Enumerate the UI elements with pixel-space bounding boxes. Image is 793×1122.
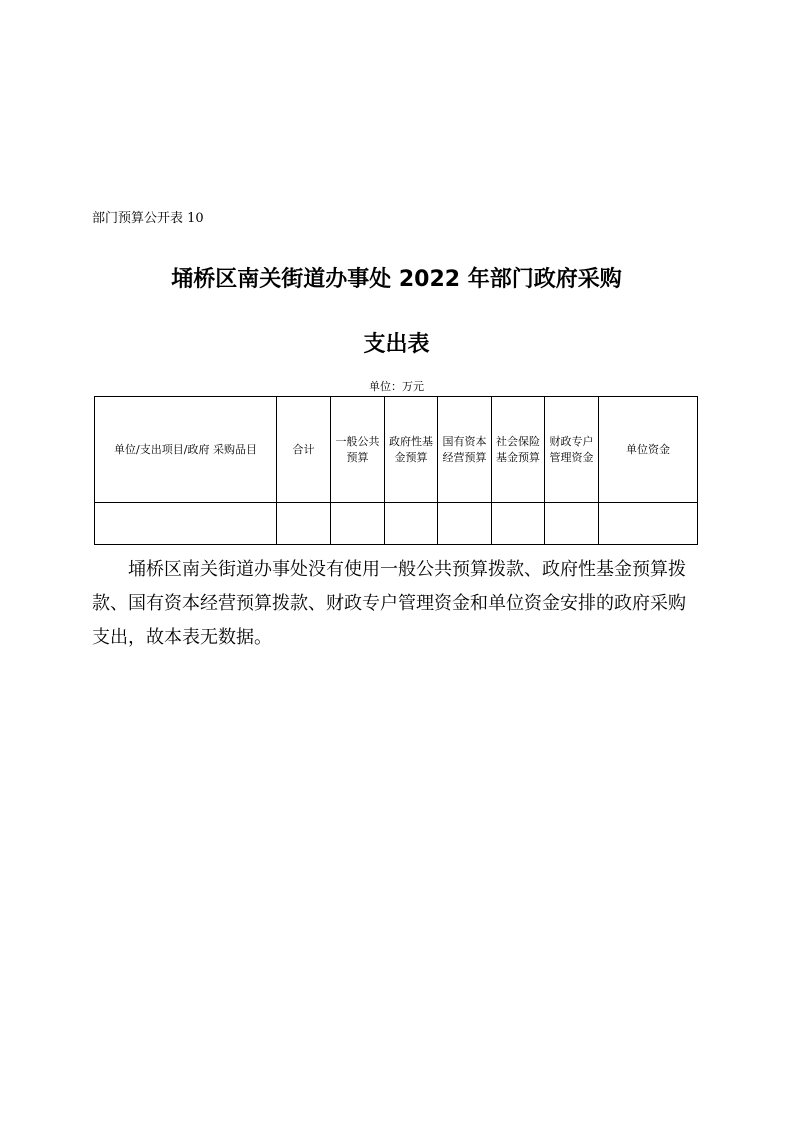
page-label: 部门预算公开表 10 — [92, 211, 204, 226]
table-cell — [438, 503, 492, 545]
column-header-item: 单位/支出项目/政府 采购品目 — [95, 397, 277, 503]
table-cell — [492, 503, 545, 545]
table-cell — [545, 503, 599, 545]
table-row — [95, 503, 698, 545]
unit-label: 单位：万元 — [369, 380, 424, 393]
column-header-fiscal-special-account: 财政专户管理资金 — [545, 397, 599, 503]
table-cell — [331, 503, 385, 545]
table-cell — [277, 503, 331, 545]
column-header-social-insurance-budget: 社会保险基金预算 — [492, 397, 545, 503]
table-cell — [599, 503, 698, 545]
page-title-line-1: 埇桥区南关街道办事处 2022 年部门政府采购 — [171, 267, 622, 292]
page-title-line-2: 支出表 — [363, 332, 430, 357]
column-header-state-capital-budget: 国有资本经营预算 — [438, 397, 492, 503]
column-header-total: 合计 — [277, 397, 331, 503]
column-header-general-budget: 一般公共预算 — [331, 397, 385, 503]
table-cell — [95, 503, 277, 545]
column-header-unit-funds: 单位资金 — [599, 397, 698, 503]
no-data-note: 埇桥区南关街道办事处没有使用一般公共预算拨款、政府性基金预算拨款、国有资本经营预算拨款、财政专户管理资金和单位资金安排的政府采购支出，故本表无数据。 — [92, 559, 686, 648]
table-header-row — [95, 397, 698, 503]
table-cell — [385, 503, 438, 545]
column-header-gov-fund-budget: 政府性基金预算 — [385, 397, 438, 503]
procurement-expenditure-table — [94, 396, 698, 545]
